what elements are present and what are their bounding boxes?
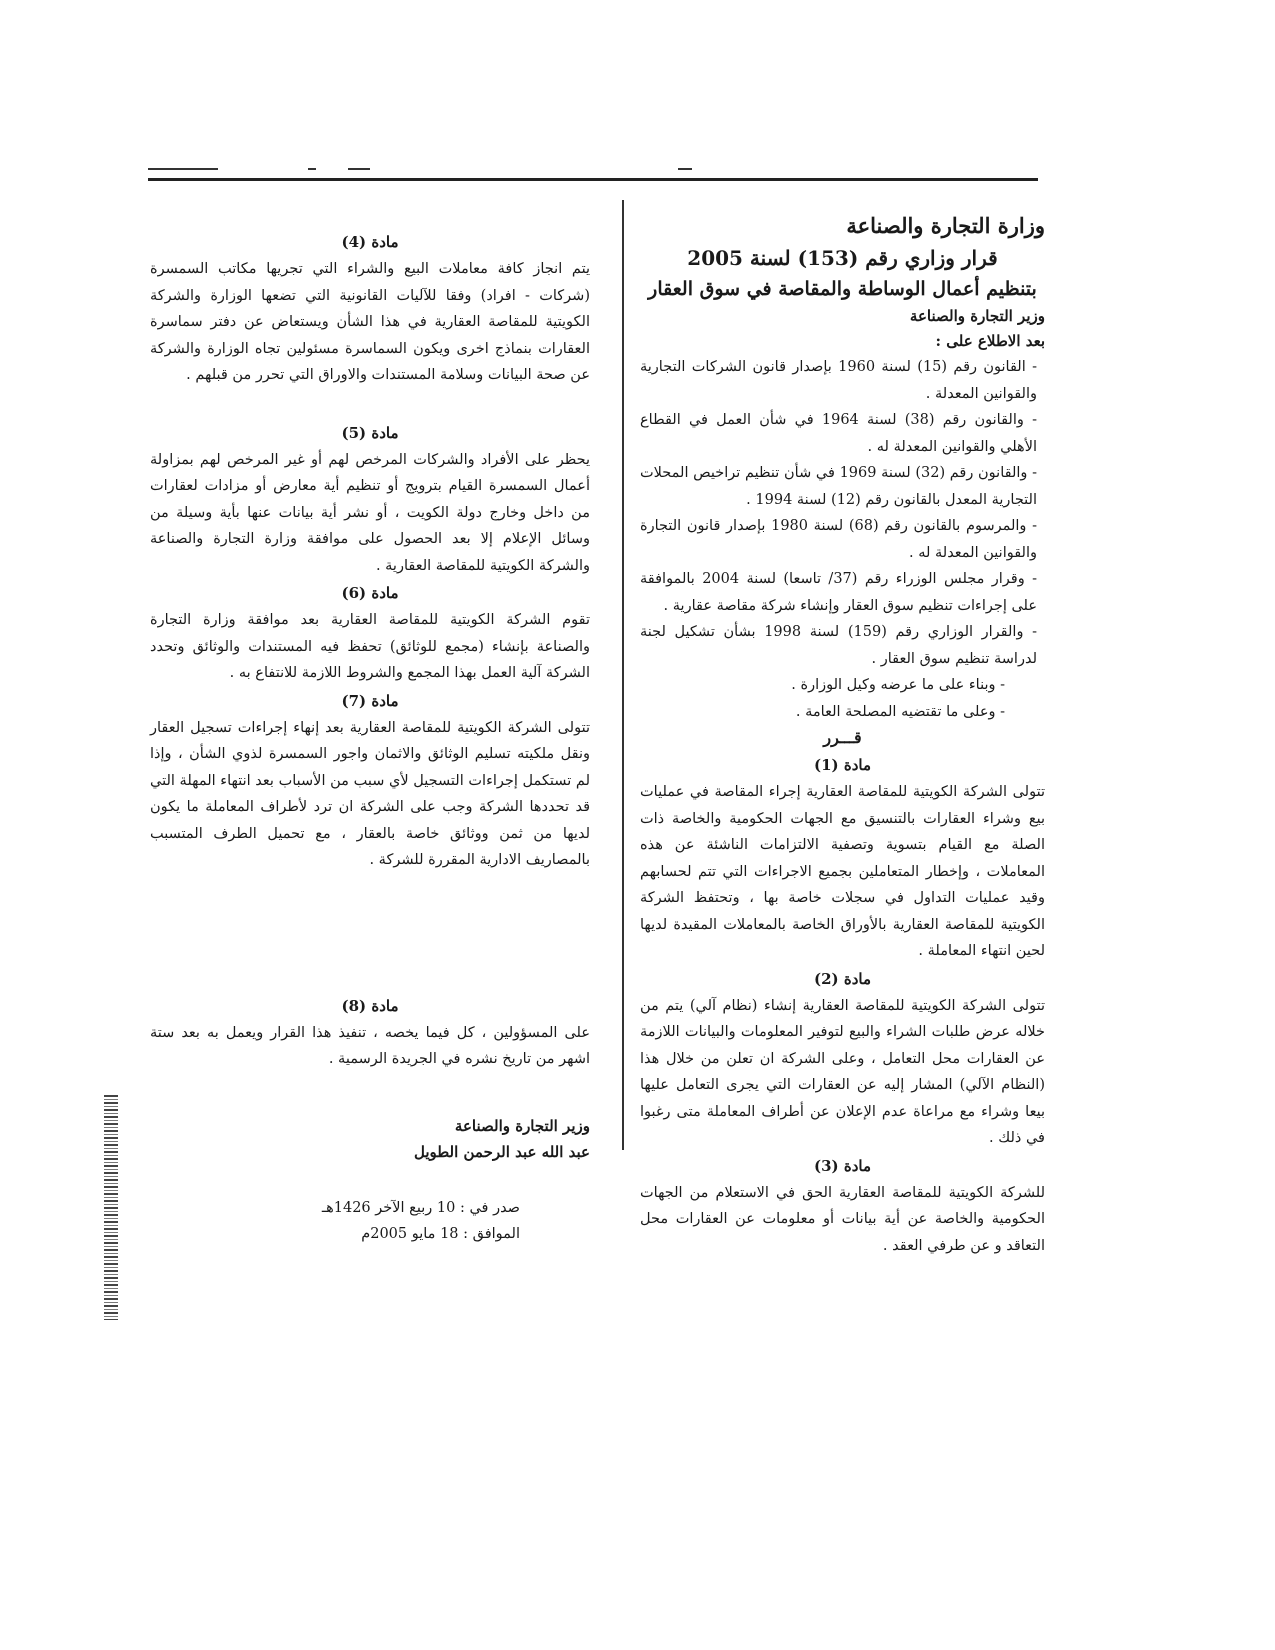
decree-title: قرار وزاري رقم (153) لسنة 2005 [687,246,998,270]
preamble-item: - وعلى ما تقتضيه المصلحة العامة . [795,703,1005,720]
scan-edge-strip [104,1095,118,1320]
article-heading: مادة (7) [341,691,399,710]
issuer: وزير التجارة والصناعة [909,307,1045,325]
article-heading: مادة (3) [813,1156,871,1175]
article-text: يحظر على الأفراد والشركات المرخص لهم أو غير المرخص لهم بمزاولة أعمال السمسرة القيام بترويج أو تنظيم أية معارض أو مزادات لعقارات من داخل وخارج دولة الكويت ، أو نشر أية بيانات عنها بأية وسيلة من وسائل الإعلام إلا بعد الحصول على موافقة وزارة التجارة والصناعة والشركة الكويتية للمقاصة العقارية . [150,451,590,574]
header-scan-marks [148,164,1038,178]
preamble-item: - والمرسوم بالقانون رقم (68) لسنة 1980 بإصدار قانون التجارة والقوانين المعدلة له . [640,518,1037,561]
article-text: على المسؤولين ، كل فيما يخصه ، تنفيذ هذا القرار ويعمل به بعد ستة اشهر من تاريخ نشره في الجريدة الرسمية . [150,1024,590,1067]
decree-subtitle: بتنظيم أعمال الوساطة والمقاصة في سوق العقار [648,278,1037,300]
article-heading: مادة (6) [341,584,399,602]
ministry-name: وزارة التجارة والصناعة [846,213,1045,238]
signature-name: عبد الله عبد الرحمن الطويل [413,1142,590,1161]
article-text: تتولى الشركة الكويتية للمقاصة العقارية إجراء المقاصة في عمليات بيع وشراء العقارات بالتنسيق مع الجهات الحكومية والخاصة ذات الصلة مع القيام بتسوية وتصفية الالتزامات الناشئة عن هذه المعاملات ، وإخطار المتعاملين بجميع الاجراءات التي تتم لحسابهم وقيد عمليات التداول في سجلات خاصة بها ، وتحتفظ الشركة الكويتية للمقاصة العقارية بالأوراق الخاصة بالمعاملات المقيدة لديها لحين انتهاء المعاملة . [640,784,1045,959]
preamble-item: - وقرار مجلس الوزراء رقم (37/ تاسعا) لسنة 2004 بالموافقة على إجراءات تنظيم سوق العقار وإنشاء شركة مقاصة عقارية . [640,571,1037,614]
decided-heading: قـــرر [823,728,862,747]
top-rule [148,178,1038,181]
article-heading: مادة (5) [341,423,399,442]
article-text: للشركة الكويتية للمقاصة العقارية الحق في الاستعلام من الجهات الحكومية والخاصة عن أية بيانات أو معلومات عن العقارات محل التعاقد و عن طرفي العقد . [640,1184,1045,1254]
preamble-item: - والقانون رقم (32) لسنة 1969 في شأن تنظيم تراخيص المحلات التجارية المعدل بالقانون رقم (12) لسنة 1994 . [640,465,1037,508]
article-text: تقوم الشركة الكويتية للمقاصة العقارية بعد موافقة وزارة التجارة والصناعة بإنشاء (مجمع للوثائق) تحفظ فيه المستندات والوثائق وتحدد الشركة آلية العمل بهذا المجمع والشروط اللازمة للانتفاع به . [150,612,590,681]
article-heading: مادة (2) [813,969,871,988]
issue-date: صدر في : 10 ربيع الآخر 1426هـ [321,1199,520,1216]
preamble-heading: بعد الاطلاع على : [935,332,1045,350]
preamble-item: - والقرار الوزاري رقم (159) لسنة 1998 بشأن تشكيل لجنة لدراسة تنظيم سوق العقار . [640,624,1037,667]
column-divider [622,200,624,1150]
article-heading: مادة (1) [813,756,871,774]
left-column [150,228,590,1247]
article-text: تتولى الشركة الكويتية للمقاصة العقارية إنشاء (نظام آلي) يتم من خلاله عرض طلبات الشراء والبيع لتوفير المعلومات والبيانات اللازمة عن العقارات محل التعامل ، وعلى الشركة ان تعلن من خلال هذا (النظام الآلي) المشار إليه عن العقارات التي يجرى التعامل عليها بيعا وشراء مع مراعاة عدم الإعلان عن أطراف المعاملة متى رغبوا في ذلك . [640,997,1045,1146]
right-column [640,210,1045,1259]
signature-title: وزير التجارة والصناعة [454,1116,590,1135]
preamble-item: - القانون رقم (15) لسنة 1960 بإصدار قانون الشركات التجارية والقوانين المعدلة . [640,359,1038,402]
article-heading: مادة (8) [341,996,399,1015]
article-text: تتولى الشركة الكويتية للمقاصة العقارية بعد إنهاء إجراءات تسجيل العقار ونقل ملكيته تسليم الوثائق والاثمان واجور السمسرة لذوي الشأن ، وإذا لم تستكمل إجراءات التسجيل لأي سبب من الأسباب بعد انتهاء المهلة التي قد تحددها الشركة وجب على الشركة ان ترد لأطراف المعاملة ما يكون لديها من ثمن ووثائق خاصة بالعقار ، مع تحميل الطرف المتسبب بالمصاريف الادارية المقررة للشركة . [150,719,590,868]
article-heading: مادة (4) [341,233,399,251]
preamble-item: - وبناء على ما عرضه وكيل الوزارة . [791,677,1005,693]
preamble-item: - والقانون رقم (38) لسنة 1964 في شأن العمل في القطاع الأهلي والقوانين المعدلة له . [640,412,1037,455]
corresponding-date: الموافق : 18 مايو 2005م [361,1225,520,1242]
article-text: يتم انجاز كافة معاملات البيع والشراء التي تجريها مكاتب السمسرة (شركات - افراد) وفقا للآليات القانونية التي تضعها الوزارة والشركة الكويتية للمقاصة العقارية في هذا الشأن ويستعاض عن دفتر سماسرة العقارات بنماذج اخرى ويكون السماسرة مسئولين تجاه الوزارة والشركة عن صحة البيانات وسلامة المستندات والاوراق التي تحرر من قبلهم . [150,261,590,383]
